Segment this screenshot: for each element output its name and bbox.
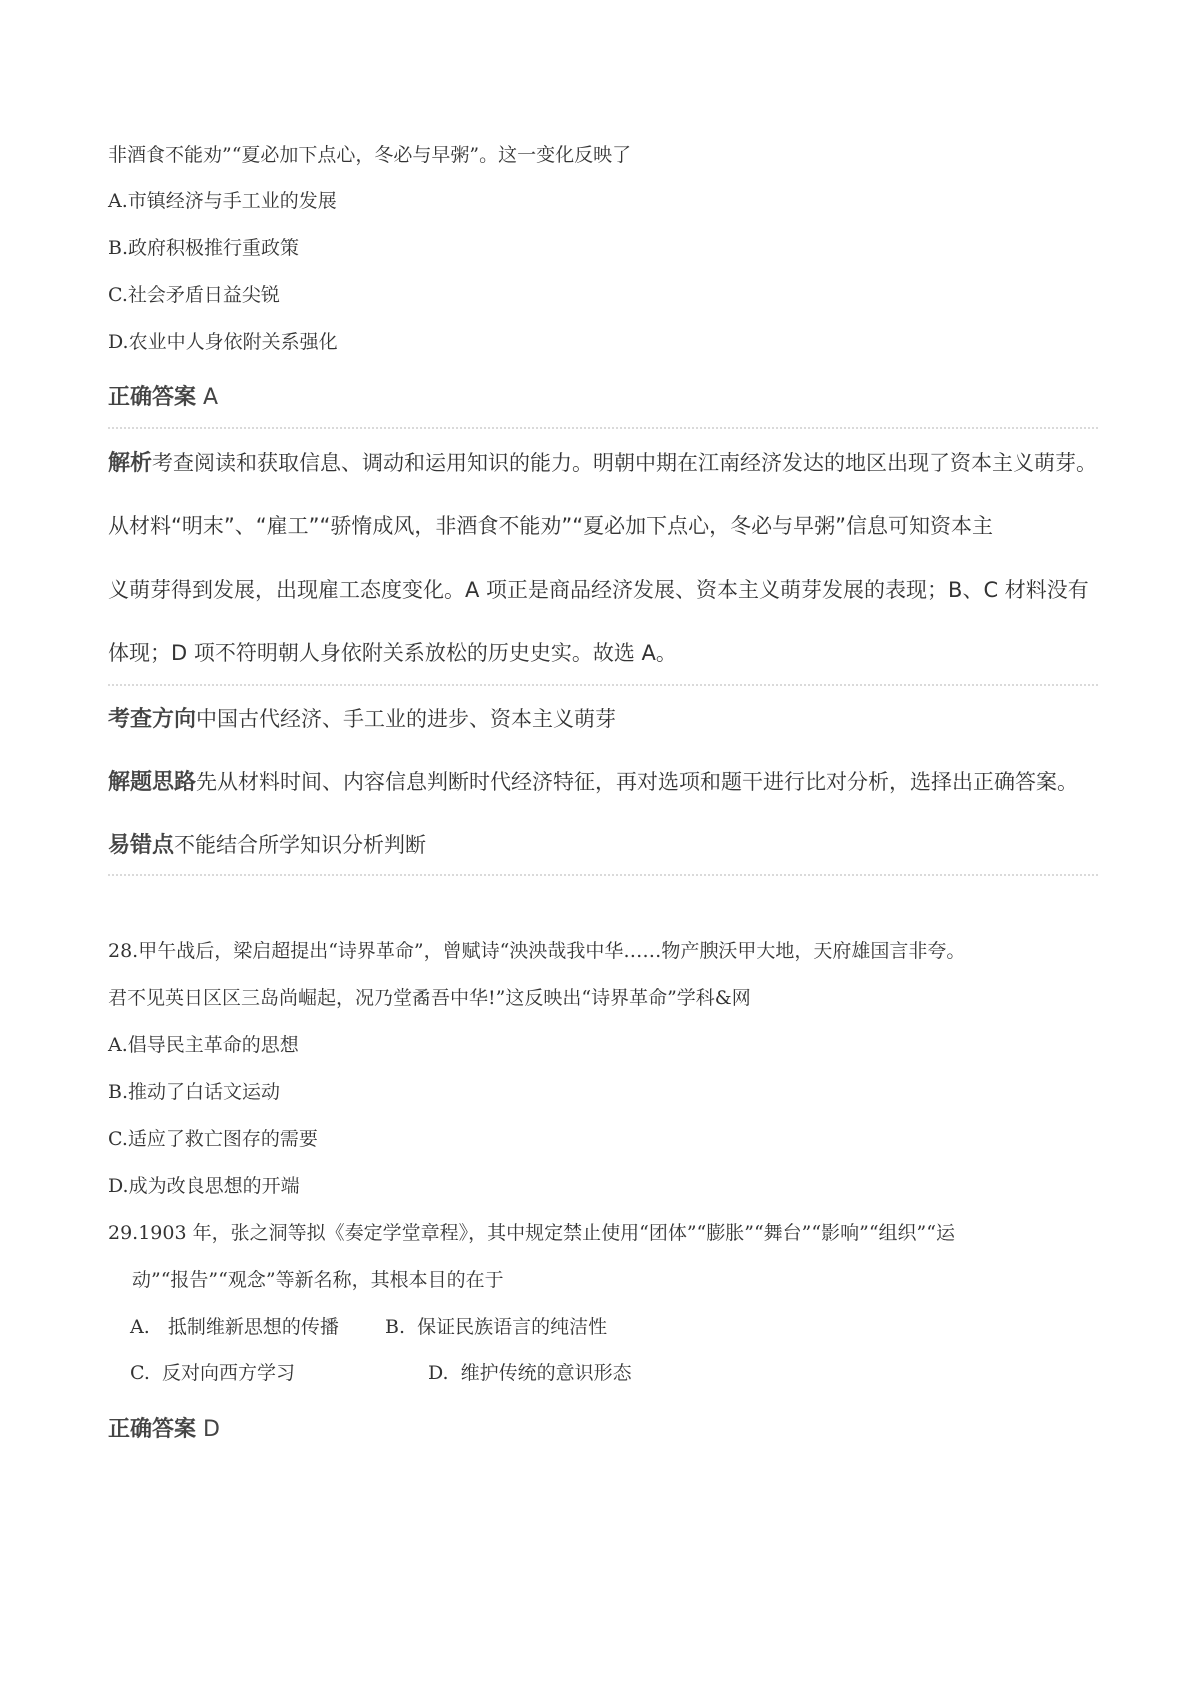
- q29-option-d: D. 维护传统的意识形态: [428, 1362, 632, 1384]
- approach-text: 先从材料时间、内容信息判断时代经济特征，再对选项和题干进行比对分析，选择出正确答案。: [196, 770, 1079, 794]
- approach-label: 解题思路: [108, 770, 197, 795]
- divider: [108, 874, 1098, 876]
- answer-value: A: [203, 385, 219, 410]
- pitfall-text: 不能结合所学知识分析判断: [174, 833, 427, 857]
- q28-stem-line-1: 28.甲午战后，梁启超提出“诗界革命”，曾赋诗“泱泱哉我中华……物产腴沃甲大地，天府雄国言非夸。: [108, 940, 966, 962]
- q27-analysis-line-2: 从材料“明末”、“雇工”“骄惰成风，非酒食不能劝”“夏必加下点心，冬必与早粥”信息可知资本主: [108, 514, 994, 538]
- q29-answer: [108, 1412, 220, 1443]
- q27-option-c: C.社会矛盾日益尖锐: [108, 284, 280, 306]
- q27-option-d: D.农业中人身依附关系强化: [108, 331, 338, 353]
- q27-analysis-line-4: 体现；D 项不符明朝人身依附关系放松的历史史实。故选 A。: [108, 641, 677, 665]
- q28-option-b: B.推动了白话文运动: [108, 1081, 281, 1103]
- pitfall-label: 易错点: [108, 833, 175, 858]
- answer-label: 正确答案: [108, 1417, 197, 1442]
- q29-stem-line-1: 29.1903 年，张之洞等拟《奏定学堂章程》，其中规定禁止使用“团体”“膨胀”“舞台”“影响”“组织”“运: [108, 1222, 955, 1244]
- q27-analysis-line-3: 义萌芽得到发展，出现雇工态度变化。A 项正是商品经济发展、资本主义萌芽发展的表现；B、C 材料没有: [108, 578, 1089, 602]
- analysis-text: 考查阅读和获取信息、调动和运用知识的能力。明朝中期在江南经济发达的地区出现了资本主义萌芽。: [152, 451, 1098, 475]
- q29-stem-line-2: 动”“报告”“观念”等新名称，其根本目的在于: [132, 1269, 504, 1291]
- q27-answer: [108, 380, 218, 411]
- q27-approach: [108, 765, 1078, 796]
- q27-direction: [108, 702, 616, 733]
- answer-value: D: [203, 1417, 220, 1442]
- direction-text: 中国古代经济、手工业的进步、资本主义萌芽: [196, 707, 617, 731]
- q28-option-a: A.倡导民主革命的思想: [108, 1034, 299, 1056]
- q28-option-c: C.适应了救亡图存的需要: [108, 1128, 318, 1150]
- answer-label: 正确答案: [108, 385, 197, 410]
- q28-option-d: D.成为改良思想的开端: [108, 1175, 300, 1197]
- analysis-label: 解析: [108, 451, 153, 476]
- q29-option-b: B. 保证民族语言的纯洁性: [385, 1316, 608, 1338]
- q29-option-a: A. 抵制维新思想的传播: [130, 1316, 339, 1338]
- q27-stem-tail: 非酒食不能劝”“夏必加下点心，冬必与早粥”。这一变化反映了: [108, 144, 632, 166]
- divider: [108, 684, 1098, 686]
- q27-pitfall: [108, 828, 426, 859]
- q27-option-a: A.市镇经济与手工业的发展: [108, 190, 337, 212]
- direction-label: 考查方向: [108, 707, 197, 732]
- divider: [108, 427, 1098, 429]
- q27-analysis-line-1: [108, 446, 1097, 477]
- q28-stem-line-2: 君不见英日区区三岛尚崛起，况乃堂矞吾中华!”这反映出“诗界革命”学科&网: [108, 987, 751, 1009]
- q27-option-b: B.政府积极推行重政策: [108, 237, 300, 259]
- q29-option-c: C. 反对向西方学习: [130, 1362, 295, 1384]
